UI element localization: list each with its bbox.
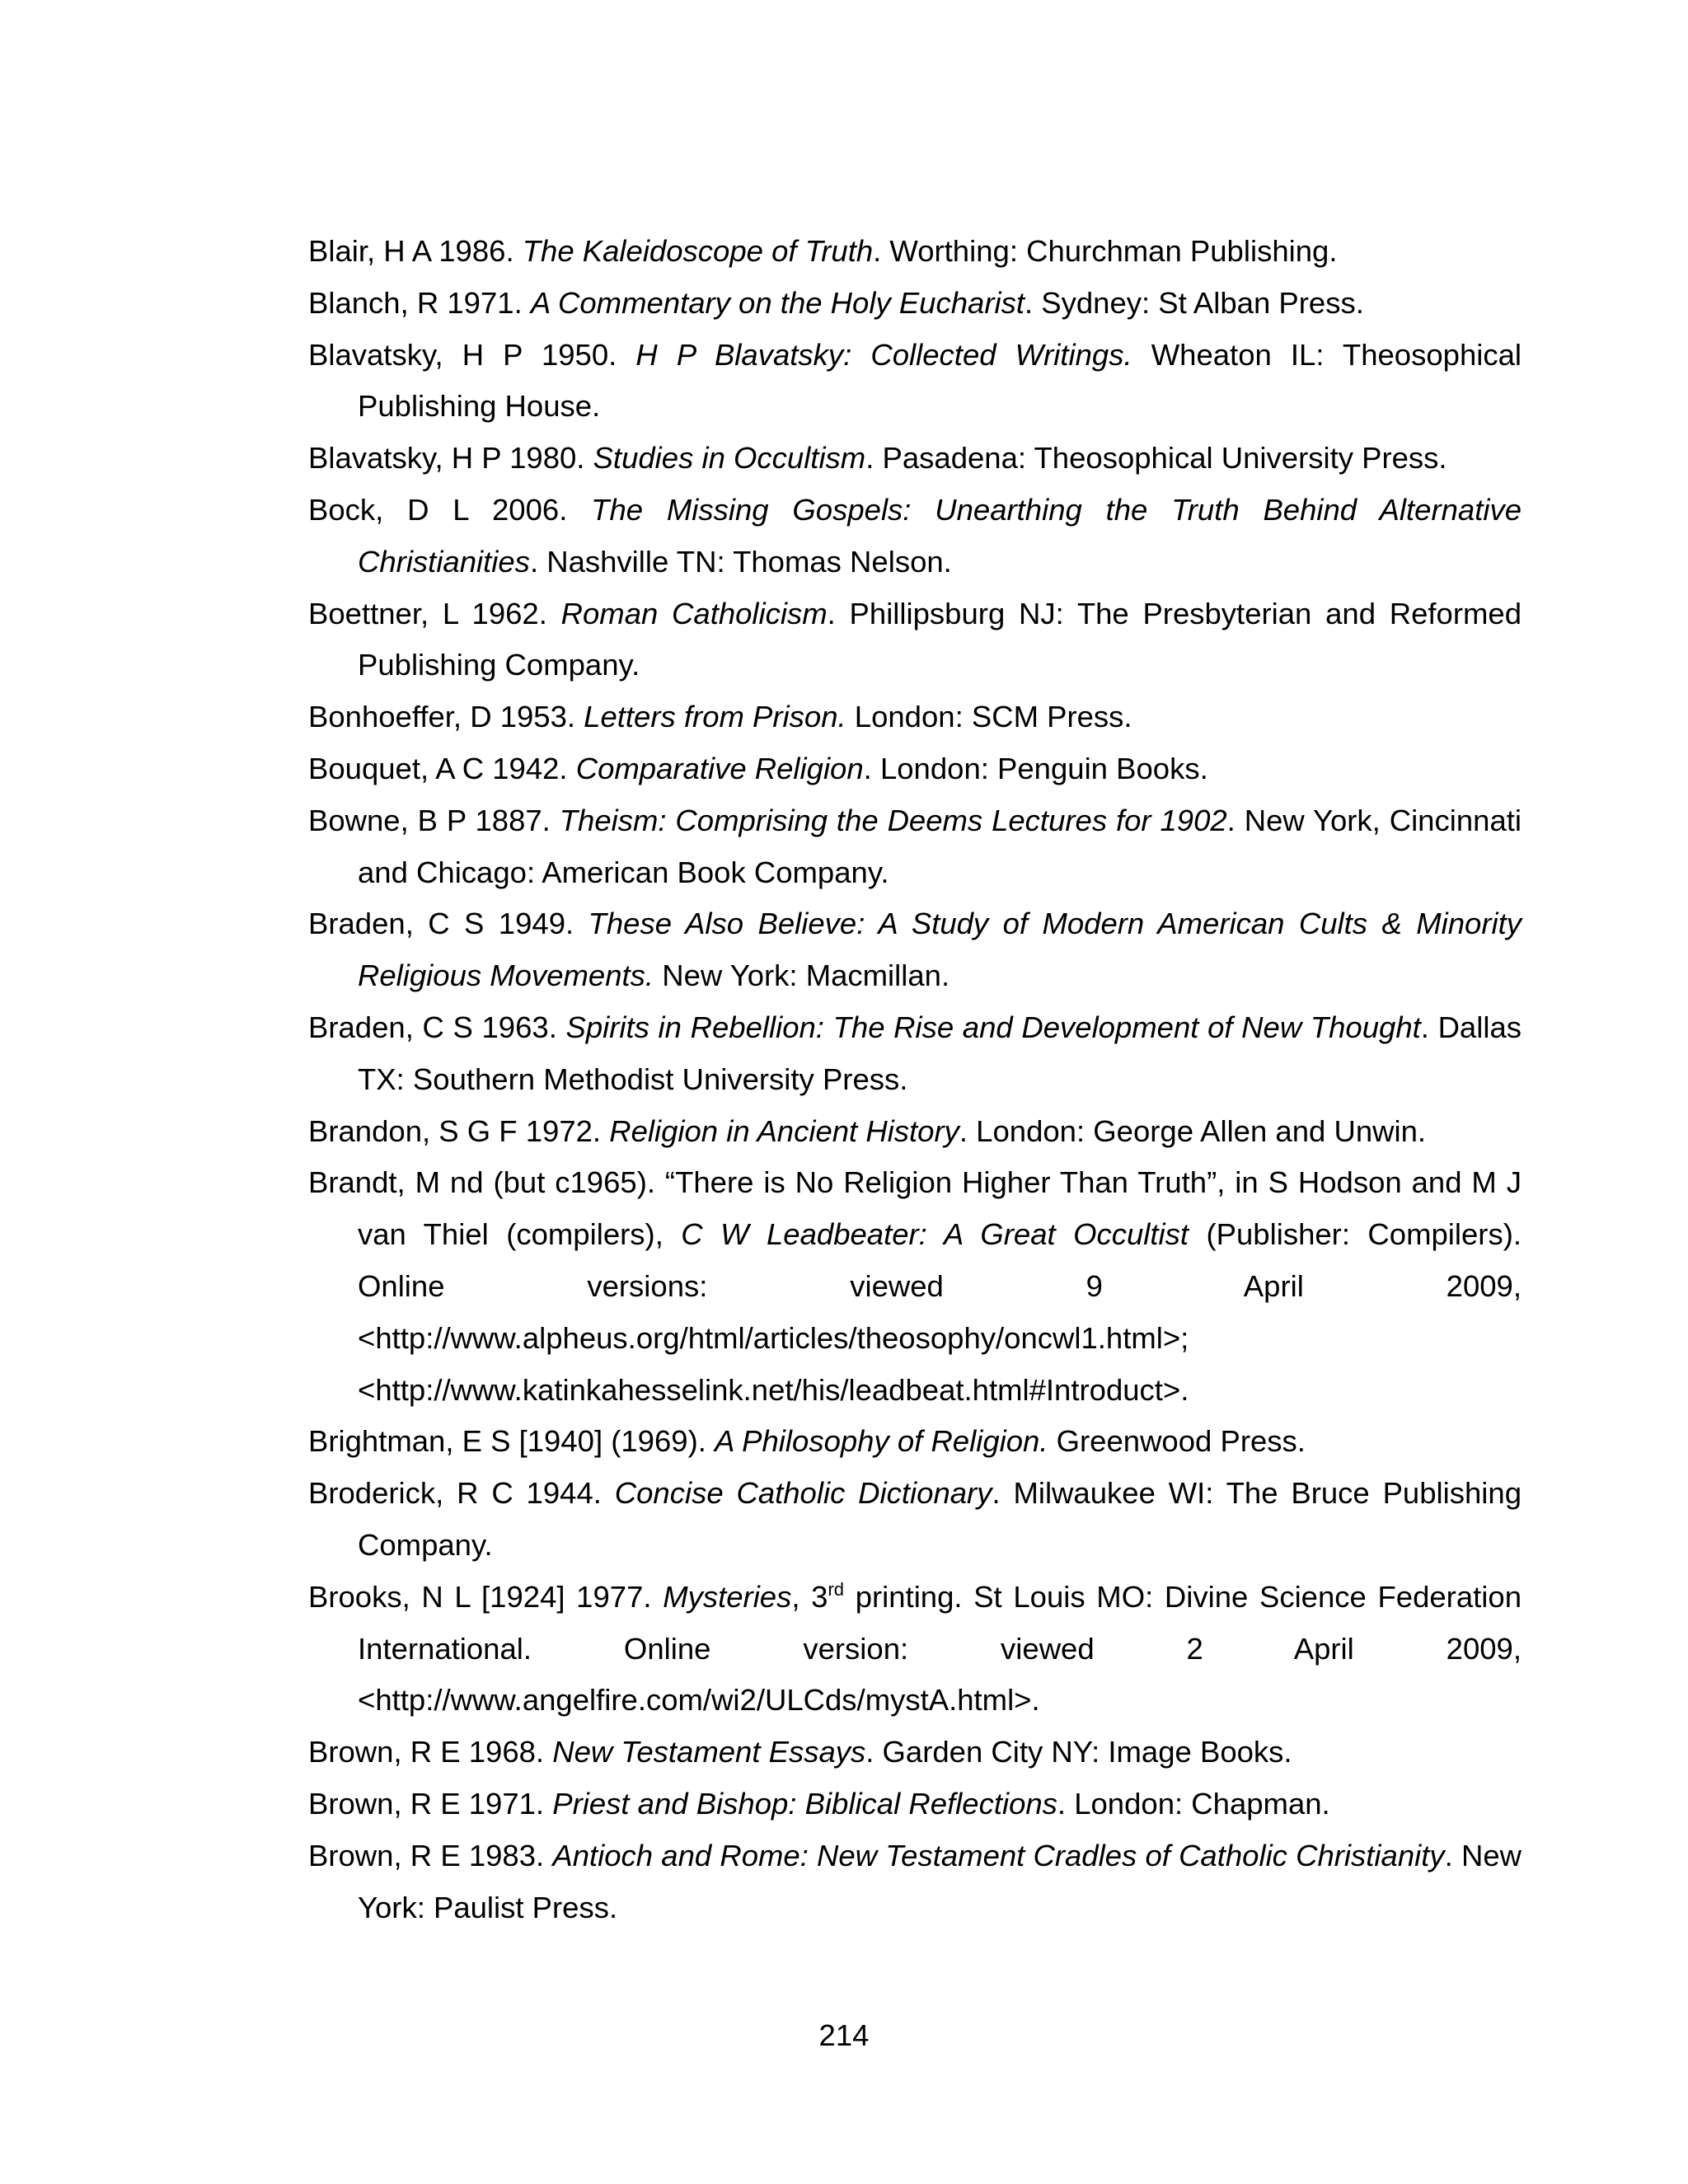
reference-entry: Brandt, M nd (but c1965). “There is No Religion Higher Than Truth”, in S Hodson and M J van Thiel (compilers), C W Leadbeater: A Great Occultist (Publisher: Compilers). Online versions: viewed 9 April 2009, <http://www.alpheus.org/html/articles/theosophy/oncwl1.html>; <http://www.katinkahesselink.net/his/leadbeat.html#Introduct>.: [308, 1165, 1522, 1407]
reference-entry: Blavatsky, H P 1950. H P Blavatsky: Collected Writings. Wheaton IL: Theosophical Publishing House.: [308, 337, 1522, 424]
page-number: 214: [818, 2018, 870, 2052]
reference-entry: Bowne, B P 1887. Theism: Comprising the Deems Lectures for 1902. New York, Cincinnati and Chicago: American Book Company.: [308, 803, 1522, 889]
reference-entry: Bouquet, A C 1942. Comparative Religion. London: Penguin Books.: [308, 751, 1208, 785]
reference-entry: Brooks, N L [1924] 1977. Mysteries, 3rd printing. St Louis MO: Divine Science Federation International. Online version: viewed 2 April 2009, <http://www.angelfire.com/wi2/ULCds/mystA.html>.: [308, 1578, 1522, 1718]
reference-entry: Braden, C S 1963. Spirits in Rebellion: The Rise and Development of New Thought. Dallas TX: Southern Methodist University Press.: [308, 1010, 1522, 1096]
reference-entry: Blair, H A 1986. The Kaleidoscope of Truth. Worthing: Churchman Publishing.: [308, 234, 1338, 268]
reference-entry: Brown, R E 1968. New Testament Essays. Garden City NY: Image Books.: [308, 1735, 1292, 1769]
reference-entry: Braden, C S 1949. These Also Believe: A Study of Modern American Cults & Minority Religious Movements. New York: Macmillan.: [308, 907, 1522, 993]
bibliography-list: [308, 226, 1522, 1933]
reference-entry: Brown, R E 1971. Priest and Bishop: Biblical Reflections. London: Chapman.: [308, 1786, 1330, 1821]
reference-entry: Brown, R E 1983. Antioch and Rome: New Testament Cradles of Catholic Christianity. New York: Paulist Press.: [308, 1838, 1522, 1924]
reference-entry: Bock, D L 2006. The Missing Gospels: Unearthing the Truth Behind Alternative Christianities. Nashville TN: Thomas Nelson.: [308, 492, 1522, 579]
reference-entry: Bonhoeffer, D 1953. Letters from Prison. London: SCM Press.: [308, 700, 1132, 734]
reference-entry: Brandon, S G F 1972. Religion in Ancient History. London: George Allen and Unwin.: [308, 1113, 1427, 1148]
reference-entry: Blavatsky, H P 1980. Studies in Occultism. Pasadena: Theosophical University Press.: [308, 441, 1447, 476]
reference-entry: Blanch, R 1971. A Commentary on the Holy Eucharist. Sydney: St Alban Press.: [308, 285, 1364, 320]
reference-entry: Broderick, R C 1944. Concise Catholic Dictionary. Milwaukee WI: The Bruce Publishing Company.: [308, 1476, 1522, 1562]
reference-entry: Boettner, L 1962. Roman Catholicism. Phillipsburg NJ: The Presbyterian and Reformed Publishing Company.: [308, 596, 1522, 682]
reference-entry: Brightman, E S [1940] (1969). A Philosophy of Religion. Greenwood Press.: [308, 1424, 1306, 1459]
